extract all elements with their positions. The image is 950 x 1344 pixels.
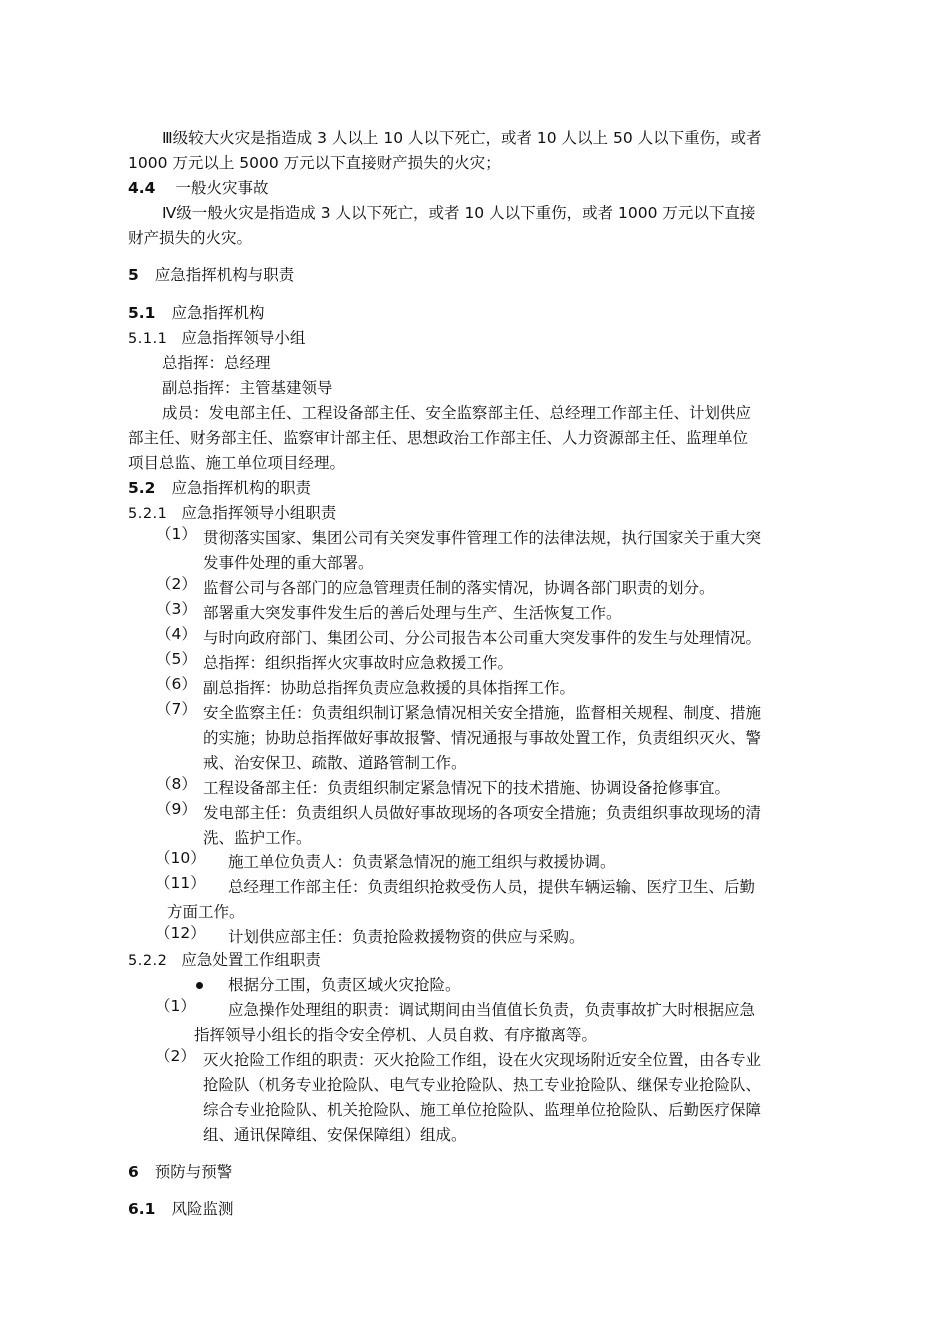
- list-item-text: 灭火抢险工作组的职责：灭火抢险工作组，设在火灾现场附近安全位置，由各专业: [203, 1051, 762, 1069]
- section-number: 4.4: [128, 179, 156, 197]
- section-title: 应急指挥领导小组: [181, 329, 306, 347]
- bullet-text: 根据分工围，负责区域火灾抢险。: [228, 976, 461, 994]
- section-heading-6-1: [128, 1197, 233, 1221]
- section-number: 6: [128, 1163, 139, 1181]
- list-item-text: 方面工作。: [167, 903, 245, 921]
- paragraph-line: Ⅲ级较大火灾是指造成 3 人以上 10 人以下死亡，或者 10 人以上 50 人以下重伤，或者: [162, 129, 762, 147]
- section-title: 应急指挥机构与职责: [154, 266, 295, 284]
- paragraph-line: Ⅳ级一般火灾是指造成 3 人以下死亡，或者 10 人以下重伤，或者 1000 万元以下直接: [162, 204, 756, 222]
- section-heading-5-2: [128, 476, 311, 500]
- list-item-number: （4）: [156, 625, 197, 643]
- list-item-text: 总经理工作部主任：负责组织抢救受伤人员，提供车辆运输、医疗卫生、后勤: [228, 878, 756, 896]
- section-heading-6: [128, 1160, 232, 1184]
- paragraph-line: 项目总监、施工单位项目经理。: [128, 454, 346, 472]
- list-item-number: （8）: [156, 775, 197, 793]
- list-item-text: 计划供应部主任：负责抢险救援物资的供应与采购。: [228, 928, 585, 946]
- paragraph-line: 财产损失的火灾。: [128, 229, 253, 247]
- list-item-text: 施工单位负责人：负责紧急情况的施工组织与救援协调。: [228, 853, 616, 871]
- list-item-text: 应急操作处理组的职责：调试期间由当值值长负责，负责事故扩大时根据应急: [228, 1001, 756, 1019]
- paragraph-line: 副总指挥：主管基建领导: [162, 379, 333, 397]
- list-item-text: 与时向政府部门、集团公司、分公司报告本公司重大突发事件的发生与处理情况。: [203, 629, 762, 647]
- section-number: 5.1: [128, 304, 156, 322]
- list-item-text: 指挥领导小组长的指令安全停机、人员自救、有序撤离等。: [194, 1026, 598, 1044]
- list-item-number: （12）: [155, 924, 206, 942]
- list-item-number: （1）: [156, 525, 197, 543]
- list-item-number: （9）: [156, 800, 197, 818]
- section-number: 6.1: [128, 1200, 156, 1218]
- list-item-number: （2）: [156, 575, 197, 593]
- list-item-number: （1）: [155, 997, 196, 1015]
- section-title: 应急指挥机构的职责: [171, 479, 311, 497]
- section-title: 应急处置工作组职责: [181, 951, 321, 969]
- section-heading-5-1-1: [128, 326, 305, 350]
- list-item-number: （2）: [155, 1047, 196, 1065]
- bullet-icon: [196, 982, 203, 989]
- paragraph-line: 成员：发电部主任、工程设备部主任、安全监察部主任、总经理工作部主任、计划供应: [162, 404, 752, 422]
- list-item-text: 抢险队（机务专业抢险队、电气专业抢险队、热工专业抢险队、继保专业抢险队、: [203, 1076, 762, 1094]
- list-item-text: 洗、监护工作。: [203, 829, 312, 847]
- section-title: 应急指挥机构: [171, 304, 265, 322]
- section-number: 5.2: [128, 479, 156, 497]
- section-number: 5.1.1: [128, 331, 168, 347]
- list-item-text: 安全监察主任：负责组织制订紧急情况相关安全措施，监督相关规程、制度、措施: [203, 704, 762, 722]
- list-item-text: 的实施；协助总指挥做好事故报警、情况通报与事故处置工作，负责组织灭火、警: [203, 729, 762, 747]
- section-title: 一般火灾事故: [175, 179, 269, 197]
- list-item-text: 发电部主任：负责组织人员做好事故现场的各项安全措施；负责组织事故现场的清: [203, 804, 762, 822]
- list-item-text: 戒、治安保卫、疏散、道路管制工作。: [203, 754, 467, 772]
- list-item-text: 贯彻落实国家、集团公司有关突发事件管理工作的法律法规，执行国家关于重大突: [203, 529, 762, 547]
- list-item-text: 监督公司与各部门的应急管理责任制的落实情况，协调各部门职责的划分。: [203, 579, 715, 597]
- section-heading-5-2-2: [128, 948, 321, 972]
- paragraph-line: 总指挥：总经理: [162, 354, 271, 372]
- list-item-number: （3）: [156, 600, 197, 618]
- paragraph-line: 部主任、财务部主任、监察审计部主任、思想政治工作部主任、人力资源部主任、监理单位: [128, 429, 749, 447]
- list-item-text: 组、通讯保障组、安保保障组）组成。: [203, 1126, 467, 1144]
- list-item-text: 副总指挥：协助总指挥负责应急救援的具体指挥工作。: [203, 679, 576, 697]
- list-item-number: （11）: [155, 874, 206, 892]
- list-item-text: 部署重大突发事件发生后的善后处理与生产、生活恢复工作。: [203, 604, 622, 622]
- section-heading-5-1: [128, 301, 264, 325]
- list-item-number: （7）: [156, 700, 197, 718]
- list-item-number: （10）: [155, 849, 206, 867]
- section-number: 5.2.1: [128, 506, 168, 522]
- list-item-number: （5）: [156, 650, 197, 668]
- list-item-text: 综合专业抢险队、机关抢险队、施工单位抢险队、监理单位抢险队、后勤医疗保障: [203, 1101, 762, 1119]
- list-item-text: 发事件处理的重大部署。: [203, 554, 374, 572]
- section-number: 5.2.2: [128, 953, 168, 969]
- section-title: 风险监测: [171, 1200, 234, 1218]
- list-item-number: （6）: [156, 675, 197, 693]
- list-item-text: 总指挥：组织指挥火灾事故时应急救援工作。: [203, 654, 514, 672]
- section-title: 预防与预警: [154, 1163, 233, 1181]
- section-title: 应急指挥领导小组职责: [181, 504, 337, 522]
- section-heading-4-4: [128, 176, 268, 200]
- section-heading-5: [128, 263, 294, 287]
- list-item-text: 工程设备部主任：负责组织制定紧急情况下的技术措施、协调设备抢修事宜。: [203, 779, 731, 797]
- section-number: 5: [128, 266, 139, 284]
- paragraph-line: 1000 万元以上 5000 万元以下直接财产损失的火灾；: [128, 154, 501, 172]
